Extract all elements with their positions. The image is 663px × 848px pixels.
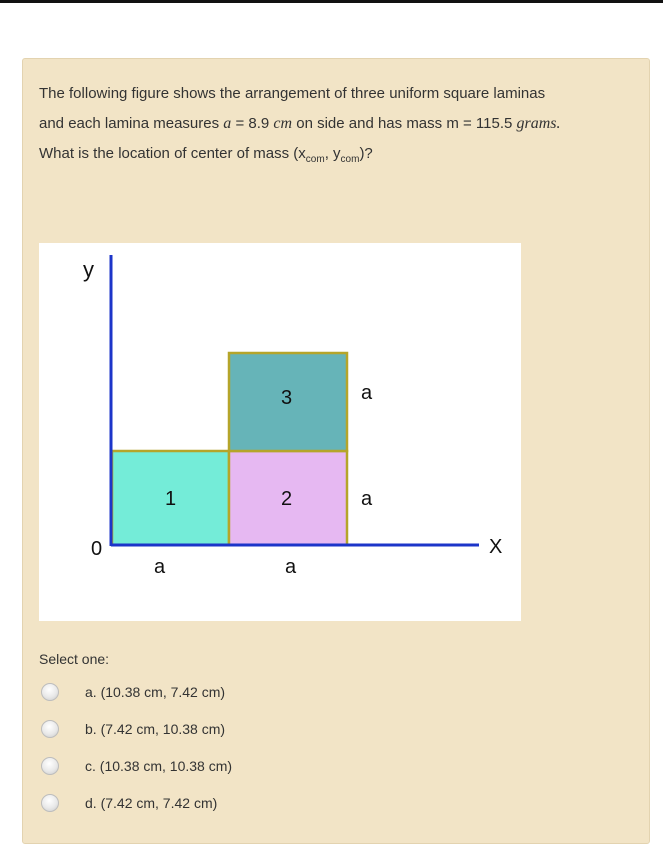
option-b-label: b. (7.42 cm, 10.38 cm): [85, 721, 226, 737]
lamina-2-label: 2: [281, 488, 293, 510]
option-c[interactable]: [41, 755, 341, 779]
side-label-right-3: a: [361, 382, 373, 404]
laminas-figure: [39, 243, 521, 621]
side-label-right-2: a: [361, 488, 373, 510]
option-a-radio[interactable]: [41, 683, 59, 701]
question-line-3: What is the location of center of mass ($x_{com}$, $y_{com}$)?: [39, 145, 373, 165]
option-c-label: c. (10.38 cm, 10.38 cm): [85, 758, 233, 774]
question-card: [22, 58, 650, 844]
x-axis-label: X: [489, 536, 503, 558]
option-d-radio[interactable]: [41, 794, 59, 812]
option-b[interactable]: [41, 718, 341, 742]
origin-label: 0: [91, 538, 103, 560]
y-axis-label: y: [83, 257, 94, 282]
question-line-2: and each lamina measures a = 8.9 cm on side and has mass m = 115.5 grams.: [39, 115, 561, 132]
lamina-3-label: 3: [281, 387, 293, 409]
figure-svg: [39, 243, 521, 621]
option-d-label: d. (7.42 cm, 7.42 cm): [85, 795, 218, 811]
option-c-radio[interactable]: [41, 757, 59, 775]
select-one-label: Select one:: [39, 651, 110, 667]
option-b-radio[interactable]: [41, 720, 59, 738]
top-bar: [0, 0, 663, 3]
option-d[interactable]: [41, 792, 341, 816]
lamina-1-label: 1: [165, 488, 177, 510]
side-label-bottom-2: a: [285, 556, 297, 578]
option-a-label: a. (10.38 cm, 7.42 cm): [85, 684, 226, 700]
option-a[interactable]: [41, 681, 341, 705]
question-text: [39, 79, 639, 175]
side-label-bottom-1: a: [154, 556, 166, 578]
question-line-1: The following figure shows the arrangement of three uniform square laminas: [39, 85, 546, 102]
